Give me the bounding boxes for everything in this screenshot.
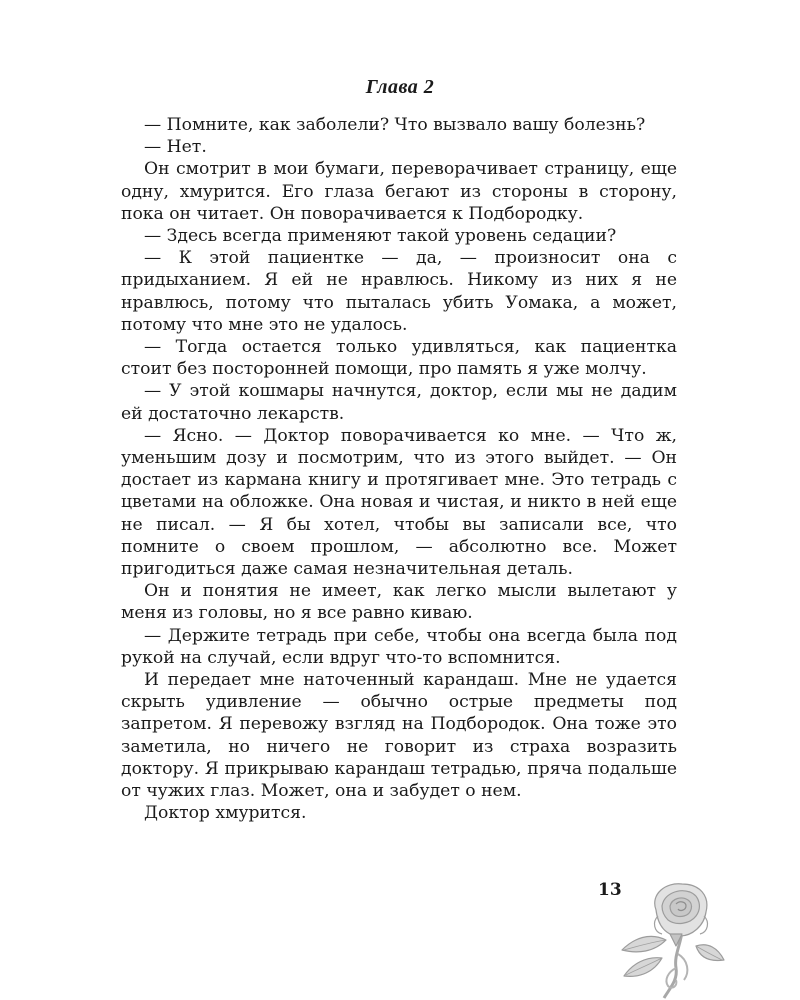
paragraph: — У этой кошмары начнутся, доктор, если мы не дадим ей достаточно лекарств. (121, 381, 677, 424)
paragraph: — Здесь всегда применяют такой уровень седации? (144, 226, 617, 247)
paragraph: — Нет. (144, 137, 207, 158)
paragraph: — Ясно. — Доктор поворачивается ко мне. — Что ж, уменьшим дозу и посмотрим, что из этого выйдет. — Он достает из кармана книгу и протягивает мне. Это тетрадь с цветами на обложке. Она новая и чистая, и никто в ней еще не писал. — Я бы хотел, чтобы вы записали все, что помните о своем прошлом, — абсолютно все. Может пригодиться даже самая незначительная деталь. (121, 425, 677, 580)
paragraph: Он смотрит в мои бумаги, переворачивает страницу, еще одну, хмурится. Его глаза бегают из стороны в сторону, пока он читает. Он поворачивается к Подбородку. (121, 159, 677, 224)
page-number: 13 (598, 880, 622, 900)
body-text (121, 114, 677, 825)
paragraph: — Помните, как заболели? Что вызвало вашу болезнь? (144, 115, 646, 135)
paragraph: — Тогда остается только удивляться, как пациентка стоит без посторонней помощи, про память я уже молчу. (121, 337, 677, 380)
paragraph: Он и понятия не имеет, как легко мысли вылетают у меня из головы, но я все равно киваю. (121, 581, 677, 624)
paragraph: И передает мне наточенный карандаш. Мне не удается скрыть удивление — обычно острые предметы под запретом. Я перевожу взгляд на Подбородок. Она тоже это заметила, но ничего не говорит из страха возразить доктору. Я прикрываю карандаш тетрадью, пряча подальше от чужих глаз. Может, она и забудет о нем. (121, 670, 677, 802)
paragraph: — К этой пациентке — да, — произносит она с придыханием. Я ей не нравлюсь. Никому из них я не нравлюсь, потому что пыталась убить Уомака, а может, потому что мне это не удалось. (121, 248, 677, 335)
chapter-title: Глава 2 (365, 76, 435, 98)
paragraph: Доктор хмурится. (144, 803, 307, 824)
paragraph: — Держите тетрадь при себе, чтобы она всегда была под рукой на случай, если вдруг что-то вспомнится. (121, 625, 677, 668)
